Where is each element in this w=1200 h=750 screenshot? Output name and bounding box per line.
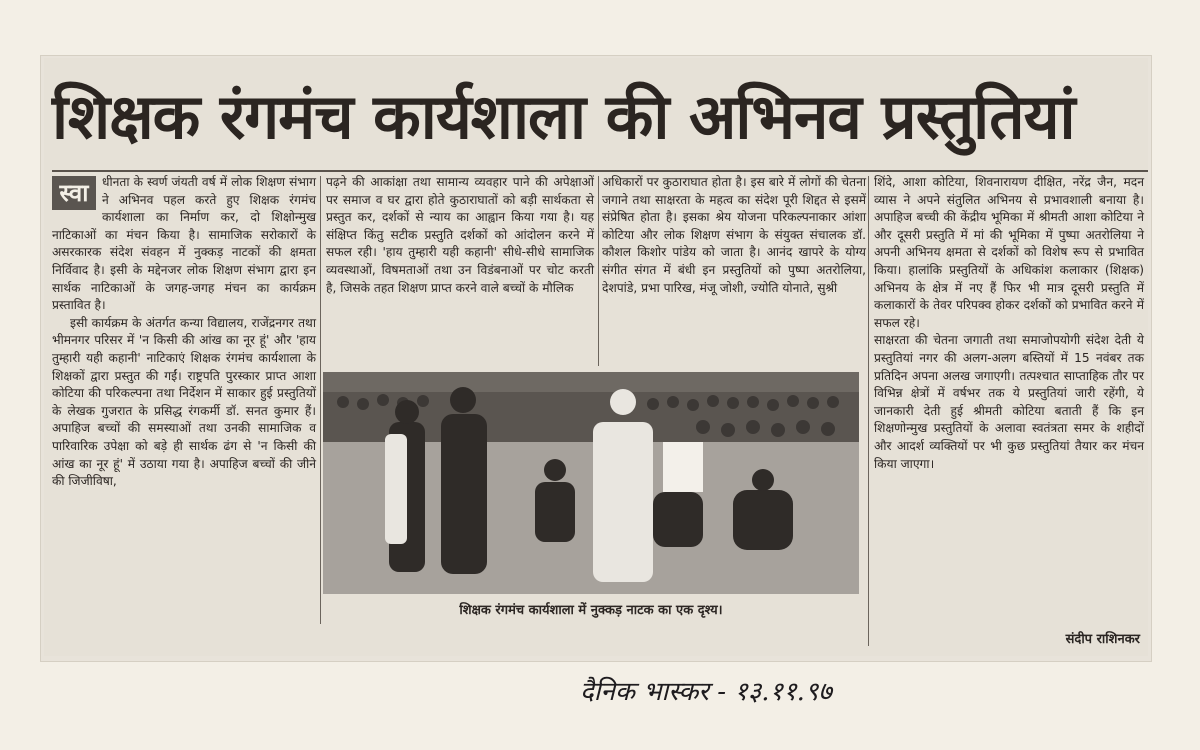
column-divider <box>598 176 599 366</box>
paragraph: पढ़ने की आकांक्षा तथा सामान्य व्यवहार पाने की अपेक्षाओं पर समाज व घर द्वारा होते कुठाराघातों को बड़ी सार्थकता से प्रस्तुत कर, दर्शकों से न्याय का आह्वान किया गया है। यह संक्षिप्त किंतु सटीक प्रस्तुति दर्शकों को आंदोलन करने में सफल रही। 'हाय तुम्हारी यही कहानी' सीधे-सीधे सामाजिक व्यवस्थाओं, विषमताओं तथा उन विडंबनाओं पर चोट करती है, जिसके तहत शिक्षण प्राप्त करने वाले बच्चों के मौलिक <box>326 175 594 295</box>
paragraph: अधिकारों पर कुठाराघात होता है। इस बारे में लोगों की चेतना जगाने तथा साक्षरता के महत्व का संदेश पूरी शिद्दत से इसमें संप्रेषित होता है। इसका श्रेय योजना परिकल्पनाकार आंशा कोटिया और लोक शिक्षण संभाग के संयुक्त संचालक डॉ. कौशल किशोर पांडेय को जाता है। आनंद खापरे के योग्य संगीत संगत में बंधी इन प्रस्तुतियों को पुष्पा अतरोलिया, देशपांडे, प्रभा पारिख, मंजू जोशी, ज्योति योनाते, सुश्री <box>602 175 866 295</box>
drop-cap: स्वा <box>52 176 96 210</box>
headline: शिक्षक रंगमंच कार्यशाला की अभिनव प्रस्तुतियां <box>52 64 1148 172</box>
byline: संदीप राशिनकर <box>1065 632 1140 647</box>
news-photo <box>323 372 859 594</box>
street-play-scene-image <box>323 372 859 594</box>
photo-caption: शिक्षक रंगमंच कार्यशाला में नुक्कड़ नाटक का एक दृश्य। <box>459 603 723 618</box>
paragraph: इसी कार्यक्रम के अंतर्गत कन्या विद्यालय, राजेंद्रनगर तथा भीमनगर परिसर में 'न किसी की आंख का नूर हूं' और 'हाय तुम्हारी यही कहानी' नाटिकाएं शिक्षक रंगमंच कार्यशाला के शिक्षकों द्वारा प्रस्तुत की गईं। राष्ट्रपति पुरस्कार प्राप्त आशा कोटिया की परिकल्पना तथा निर्देशन में साकार हुई प्रस्तुतियों के लेखक गुजरात के प्रसिद्ध रंगकर्मी डॉ. सनत कुमार हैं। अपाहिज बच्चों की समस्याओं तथा उनकी सामाजिक व पारिवारिक उपेक्षा को बड़े ही सार्थक ढंग से 'न किसी की आंख का नूर हूं' में उठाया गया है। अपाहिज बच्चों की जीने की जिजीविषा, <box>52 315 316 489</box>
handwritten-source-note: दैनिक भास्कर - १३.११.९७ <box>580 677 832 707</box>
article-column-1 <box>52 174 316 614</box>
column-divider <box>320 176 321 624</box>
column-divider <box>868 176 869 646</box>
paragraph: साक्षरता की चेतना जगाती तथा समाजोपयोगी संदेश देती ये प्रस्तुतियां नगर की अलग-अलग बस्तियों में 15 नवंबर तक प्रतिदिन अपना अलख जगाएगी। तत्पश्चात साप्ताहिक तौर पर विभिन्न क्षेत्रों में वर्षभर तक ये प्रस्तुतियां जारी रहेंगी, ये जानकारी देती हुई श्रीमती कोटिया बताती हैं कि इन शिक्षणोन्मुख प्रस्तुतियों के अलावा स्वतंत्रता समर के शहीदों और आदर्श व्यक्तियों पर भी कुछ प्रस्तुतियां तैयार कर मंचन किया जाएगा। <box>874 333 1144 471</box>
article-column-4 <box>874 174 1144 654</box>
paragraph: धीनता के स्वर्ण जंयती वर्ष में लोक शिक्षण संभाग ने अभिनव पहल करते हुए शिक्षक रंगमंच कार्यशाला का निर्माण कर, दो शिक्षोन्मुख नाटिकाओं का मंचन किया है। सामाजिक सरोकारों के असरकारक संदेश संवहन में नुक्कड़ नाटकों की क्षमता निर्विवाद है। इसी के मद्देनजर लोक शिक्षण संभाग द्वारा इन सार्थक नाटिकाओं के जगह-जगह मंचन का कार्यक्रम प्रस्तावित है। <box>52 175 316 313</box>
article-column-2 <box>326 174 594 374</box>
article-column-3 <box>602 174 866 374</box>
paragraph: शिंदे, आशा कोटिया, शिवनारायण दीक्षित, नरेंद्र जैन, मदन व्यास ने अपने संतुलित अभिनय से प्रभावशाली बनाया है। अपाहिज बच्ची की केंद्रीय भूमिका में श्रीमती आशा कोटिया ने और दूसरी प्रस्तुति में मां की भूमिका में पुष्पा अतरोलिया ने अपनी अभिनय क्षमता से दर्शकों को विशेष रूप से प्रभावित किया। हालांकि प्रस्तुतियों के अधिकांश कलाकार (शिक्षक) अभिनय के क्षेत्र में नए हैं फिर भी मात्र दूसरी प्रस्तुति में कलाकारों के तेवर परिपक्व होकर दर्शकों को प्रभावित करने में सफल रहे। <box>874 175 1144 330</box>
